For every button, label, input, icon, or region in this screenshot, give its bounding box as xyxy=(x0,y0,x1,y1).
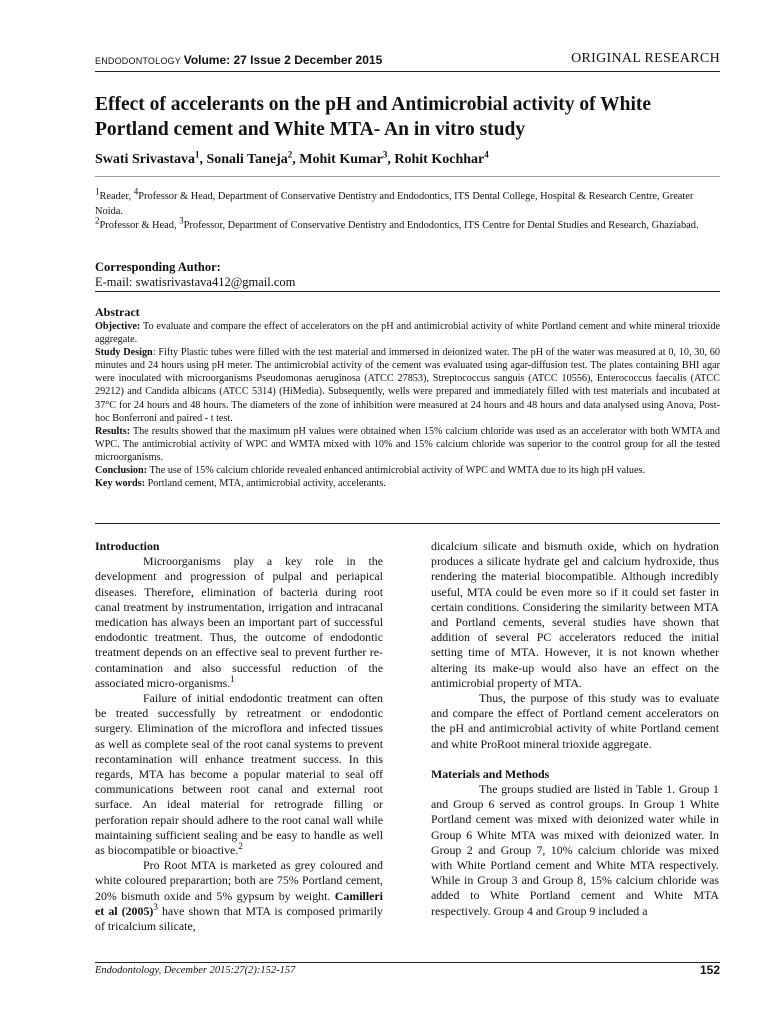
abstract-keywords: Key words: Portland cement, MTA, antimicrobial activity, accelerants. xyxy=(95,478,386,490)
paragraph: The groups studied are listed in Table 1. Group 1 and Group 6 served as control groups. In Group 1 White Portland cement was mixed with deionized water while in Group 6 White MTA was mixed with deionized water. In Group 2 and Group 7, 10% calcium chloride was mixed with White Portland cement and White MTA respectively. While in Group 3 and Group 8, 15% calcium chloride was added to White Portland cement and White MTA respectively. Group 4 and Group 9 included a xyxy=(431,782,719,918)
body-column-right xyxy=(431,539,719,919)
author-name: Sonali Taneja xyxy=(206,152,288,167)
abstract-objective: Objective: To evaluate and compare the effect of accelerators on the pH and antimicrobial activity of white Portland cement and white mineral trioxide aggregate. xyxy=(95,321,720,346)
affiliation-item: $^2$Professor & Head, $^3$Professor, Department of Conservative Dentistry and Endodontics, ITS Centre for Dental Studies and Research, Ghaziabad. xyxy=(95,215,699,232)
paragraph: Microorganisms play a key role in the development and progression of pulpal and periapical diseases. Therefore, elimination of bacteria during root canal treatment by instrumentation, irrigation and intracanal medication has always been an important part of successful endodontic treatment. Thus, the outcome of endodontic treatment depends on an effective seal to prevent further re-contamination and also successful reduction of the associated micro-organisms.$^1$ xyxy=(95,554,383,690)
author-affil-mark: 1 xyxy=(194,149,200,160)
paragraph: Pro Root MTA is marketed as grey coloured and white coloured preparartion; both are 75% Portland cement, 20% bismuth oxide and 5% gypsum by weight. Camilleri et al $(2005)^3$ have shown that MTA is composed primarily of tricalcium silicate, xyxy=(95,858,383,934)
author-name: Swati Srivastava xyxy=(95,152,195,167)
header-journal-volume xyxy=(95,53,382,67)
paragraph: dicalcium silicate and bismuth oxide, which on hydration produces a silicate hydrate gel and calcium hydroxide, thus rendering the material biocompatible. Although incredibly useful, MTA could be even more so if it could set faster in certain conditions. Considering the similarity between MTA and Portland cements, several studies have shown that addition of several PC accelerators reduced the initial setting time of MTA. However, it is not known whether altering its make-up would also have an effect on the antimicrobial property of MTA. xyxy=(431,539,719,690)
page-number: 152 xyxy=(699,963,720,977)
paragraph: Failure of initial endodontic treatment can often be treated successfully by retreatment or endodontic surgery. Elimination of the microflora and infected tissues as well as complete seal of the root canal systems to prevent recontamination will enhance treatment success. In this regards, MTA has become a popular material to seal off communications between root canal and external root surface. An ideal material for retrograde filling or perforation repair should adhere to the root canal wall while maintaining sufficient sealing and be easy to handle as well as biocompatible or bioactive.$^2$ xyxy=(95,691,383,858)
footer-citation: Endodontology, December 2015:27(2):152-157 xyxy=(95,965,296,976)
journal-name: ENDODONTOLOGY xyxy=(95,56,181,66)
author-affil-mark: 3 xyxy=(382,149,388,160)
corresponding-email: E-mail: swatisrivastava412@gmail.com xyxy=(95,275,296,289)
running-header xyxy=(95,50,720,70)
corresponding-author xyxy=(95,260,720,290)
citation-mark: 1 xyxy=(230,673,235,684)
abstract-heading: Abstract xyxy=(95,305,140,319)
author-name: Rohit Kochhar xyxy=(394,152,485,167)
affiliation-item: $^1$Reader, $^4$Professor & Head, Department of Conservative Dentistry and Endodontics, ITS Dental College, Hospital & Research Centre, Greater Noida. xyxy=(95,186,694,217)
abstract-conclusion: Conclusion: The use of 15% calcium chloride revealed enhanced antimicrobial activity of WPC and WMTA due to its high pH values. xyxy=(95,465,646,477)
abstract-divider xyxy=(95,523,720,524)
footer-divider xyxy=(95,962,720,963)
section-gap xyxy=(431,752,719,767)
author-list: Swati Srivastava$^1$, Sonali Taneja$^2$, Mohit Kumar$^3$, Rohit Kochhar$^4$ xyxy=(95,149,489,167)
abstract-design: Study Design: Fifty Plastic tubes were filled with the test material and immersed in deionized water. The pH of the water was measured at 0, 10, 30, 60 minutes and 24 hours using pH meter. The antimicrobial activity of the cement was evaluated using agar-diffusion test. The plates containing BHI agar were inoculated with microorganisms Pseudomonas aeruginosa (ATCC 27853), Streptococcus sanguis (ATCC 10556), Enterococcus faecalis (ATCC 29212) and Candida albicans (ATCC 5314) (HiMedia). Subsequently, wells were prepared and immediately filled with test materials and incubated at 37°C for 24 hours and 48 hours. The diameters of the zone of inhibition were measured at 24 hours and 48 hours and data analysed using Anova, Post-hoc Bonferroni and paired - t test. xyxy=(95,347,720,424)
citation-mark: 2 xyxy=(238,841,243,852)
corresponding-label: Corresponding Author: xyxy=(95,260,221,274)
author-affil-mark: 2 xyxy=(287,149,293,160)
citation-mark: 3 xyxy=(153,901,158,912)
author-affil-mark: 4 xyxy=(484,149,489,160)
paragraph: Thus, the purpose of this study was to evaluate and compare the effect of Portland cement accelerators on the pH and antimicrobial activity of white Portland cement and white ProRoot mineral trioxide aggregate. xyxy=(431,691,719,751)
section-heading-introduction: Introduction xyxy=(95,539,160,553)
affiliations xyxy=(95,186,720,234)
article-title: Effect of accelerants on the pH and Antimicrobial activity of White Portland cement and White MTA- An in vitro study xyxy=(95,94,652,140)
authors-divider xyxy=(95,176,720,177)
header-divider xyxy=(95,71,720,72)
abstract xyxy=(95,305,720,490)
section-label: ORIGINAL RESEARCH xyxy=(571,51,720,66)
abstract-results: Results: The results showed that the maximum pH values were obtained when 15% calcium chloride was used as an accelerator with both WMTA and WPC. The antimicrobial activity of WPC and WMTA mixed with 10% and 15% calcium chloride was superior to the control group for all the tested microorganisms. xyxy=(95,425,720,463)
body-column-left xyxy=(95,539,383,934)
section-heading-methods: Materials and Methods xyxy=(431,766,550,781)
corresponding-divider xyxy=(95,291,720,292)
issue-info: Volume: 27 Issue 2 December 2015 xyxy=(183,53,383,67)
author-name: Mohit Kumar xyxy=(299,152,383,167)
inline-citation: Camilleri et al (2005) xyxy=(95,888,383,918)
